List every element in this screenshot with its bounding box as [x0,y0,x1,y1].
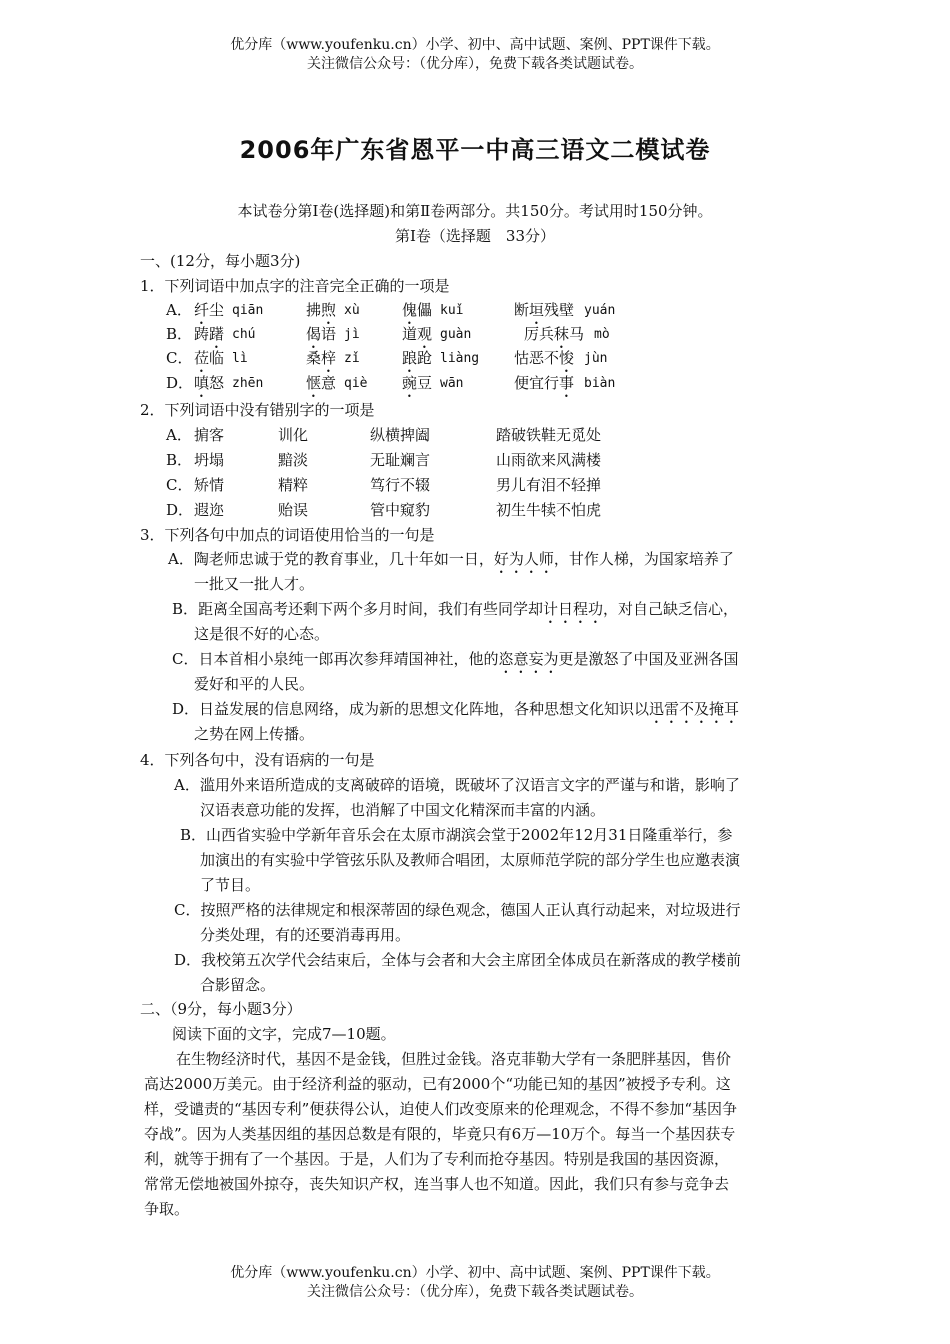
pinyin: xù [344,303,360,318]
pinyin: liàng [440,351,480,366]
passage-line: 样，受谴责的“基因专利”便获得公认，迫使人们改变原来的伦理观念，不得不参加“基因争 [144,1100,738,1118]
word: 管中窥豹 [370,501,431,519]
volume-1-heading: 第Ⅰ卷（选择题 33分） [394,227,555,245]
page-title: 2006年广东省恩平一中高三语文二模试卷 [239,136,711,164]
word: 矫情 [194,476,225,494]
reading-instruction: 阅读下面的文字，完成7—10题。 [172,1025,396,1043]
word: 坍塌 [194,451,225,469]
q3-option-d: D．日益发展的信息网络，成为新的思想文化阵地，各种思想文化知识以迅雷不及掩耳 [172,700,740,718]
pinyin: yuán [584,303,616,318]
q3-option-a: A．陶老师忠诚于党的教育事业，几十年如一日，好为人师，甘作人梯，为国家培养了 [168,550,734,568]
section-2-heading: 二、（9分，每小题3分） [140,1000,302,1018]
q4-option-a: A．滥用外来语所造成的支离破碎的语境，既破坏了汉语言文字的严谨与和谐，影响了 [174,776,740,794]
term: 莅临 [194,349,225,367]
footer-line-2: 关注微信公众号：（优分库），免费下载各类试题试卷。 [307,1284,643,1300]
word: 黯淡 [278,451,309,469]
q4-option-d-cont: 合影留念。 [200,976,276,994]
option-letter: A． [166,426,192,444]
word: 纵横捭阖 [370,426,431,444]
word: 贻误 [278,501,309,519]
word: 训化 [278,426,309,444]
q4-option-a-cont: 汉语表意功能的发挥，也消解了中国文化精深而丰富的内涵。 [200,801,606,819]
option-letter: D． [166,501,194,519]
pinyin: qiān [232,303,264,318]
pinyin: qiè [344,376,368,391]
pinyin: chú [232,327,256,342]
q4-option-d: D．我校第五次学代会结束后，全体与会者和大会主席团全体成员在新落成的教学楼前 [174,951,742,969]
word: 遐迩 [194,501,225,519]
question-2-stem: 2．下列词语中没有错别字的一项是 [140,401,375,419]
q3-option-b-cont: 这是很不好的心态。 [194,625,330,643]
q4-option-b-cont: 加演出的有实验中学管弦乐队及教师合唱团，太原师范学院的部分学生也应邀表演 [200,851,741,869]
term: 傀儡 [402,301,433,319]
passage-line: 利，就等于拥有了一个基因。于是，人们为了专利而抢夺基因。特别是我国的基因资源， [144,1150,730,1168]
pinyin: guàn [440,327,472,342]
q3-option-c: C．日本首相小泉纯一郎再次参拜靖国神社，他的恣意妄为更是激怒了中国及亚洲各国 [172,650,739,668]
term: 怙恶不悛 [514,349,575,367]
passage-line: 夺战”。因为人类基因组的基因总数是有限的，毕竟只有6万—10万个。每当一个基因获专 [144,1125,736,1143]
q3-option-c-cont: 爱好和平的人民。 [194,675,315,693]
header-line-1: 优分库（www.youfenku.cn）小学、初中、高中试题、案例、PPT课件下载。 [230,37,720,53]
passage-line: 在生物经济时代，基因不是金钱，但胜过金钱。洛克菲勒大学有一条肥胖基因，售价 [176,1050,732,1068]
term: 道观 [402,325,433,343]
option-letter: B． [166,325,193,343]
q4-option-b-cont2: 了节目。 [200,876,261,894]
passage-line: 争取。 [144,1200,190,1218]
term: 踉跄 [402,349,433,367]
pinyin: jì [344,327,360,342]
pinyin: lì [232,351,248,366]
option-letter: A． [166,301,192,319]
term: 便宜行事 [514,374,575,392]
question-3-stem: 3．下列各句中加点的词语使用恰当的一句是 [140,526,435,544]
pinyin: zǐ [344,351,360,366]
passage-line: 常常无偿地被国外掠夺，丧失知识产权，连当事人也不知道。因此，我们只有参与竞争去 [144,1175,730,1193]
term: 厉兵秣马 [524,325,585,343]
term: 踌躇 [194,325,225,343]
option-letter: D． [166,374,194,392]
q3-option-d-cont: 之势在网上传播。 [194,725,315,743]
q3-option-a-cont: 一批又一批人才。 [194,575,315,593]
option-letter: C． [166,349,193,367]
term: 嗔怒 [194,374,225,392]
option-letter: B． [166,451,193,469]
word: 男儿有泪不轻掸 [496,476,602,494]
term: 豌豆 [402,374,433,392]
term: 惬意 [306,374,337,392]
word: 踏破铁鞋无觅处 [496,426,602,444]
q4-option-c: C．按照严格的法律规定和根深蒂固的绿色观念，德国人正认真行动起来，对垃圾进行 [174,901,741,919]
term: 断垣残壁 [514,301,575,319]
word: 初生牛犊不怕虎 [496,501,602,519]
term: 桑梓 [306,349,337,367]
word: 无耻斓言 [370,451,431,469]
term: 拂煦 [306,301,337,319]
term: 纤尘 [194,301,225,319]
page-header [0,36,950,74]
q3-option-b: B．距离全国高考还剩下两个多月时间，我们有些同学却计日程功，对自己缺乏信心， [172,600,739,618]
option-letter: C． [166,476,193,494]
term: 偈语 [306,325,337,343]
word: 精粹 [278,476,309,494]
section-1-heading: 一、(12分，每小题3分) [140,252,301,270]
word: 笃行不辍 [370,476,431,494]
pinyin: kuǐ [440,303,464,318]
question-1-stem: 1．下列词语中加点字的注音完全正确的一项是 [140,277,450,295]
question-4-stem: 4．下列各句中，没有语病的一句是 [140,751,375,769]
q4-option-c-cont: 分类处理，有的还要消毒再用。 [200,926,411,944]
pinyin: mò [594,327,610,342]
word: 山雨欲来风满楼 [496,451,602,469]
pinyin: biàn [584,376,616,391]
pinyin: jùn [584,351,608,366]
exam-intro: 本试卷分第Ⅰ卷(选择题)和第Ⅱ卷两部分。共150分。考试用时150分钟。 [237,202,713,220]
pinyin: wān [440,376,464,391]
header-line-2: 关注微信公众号：（优分库），免费下载各类试题试卷。 [307,56,643,72]
passage-line: 高达2000万美元。由于经济利益的驱动，已有2000个“功能已知的基因”被授予专利。这 [144,1075,731,1093]
word: 掮客 [194,426,225,444]
q4-option-b: B．山西省实验中学新年音乐会在太原市湖滨会堂于2002年12月31日隆重举行，参 [180,826,733,844]
footer-line-1: 优分库（www.youfenku.cn）小学、初中、高中试题、案例、PPT课件下载。 [230,1265,720,1281]
page-footer [0,1264,950,1302]
pinyin: zhēn [232,376,264,391]
